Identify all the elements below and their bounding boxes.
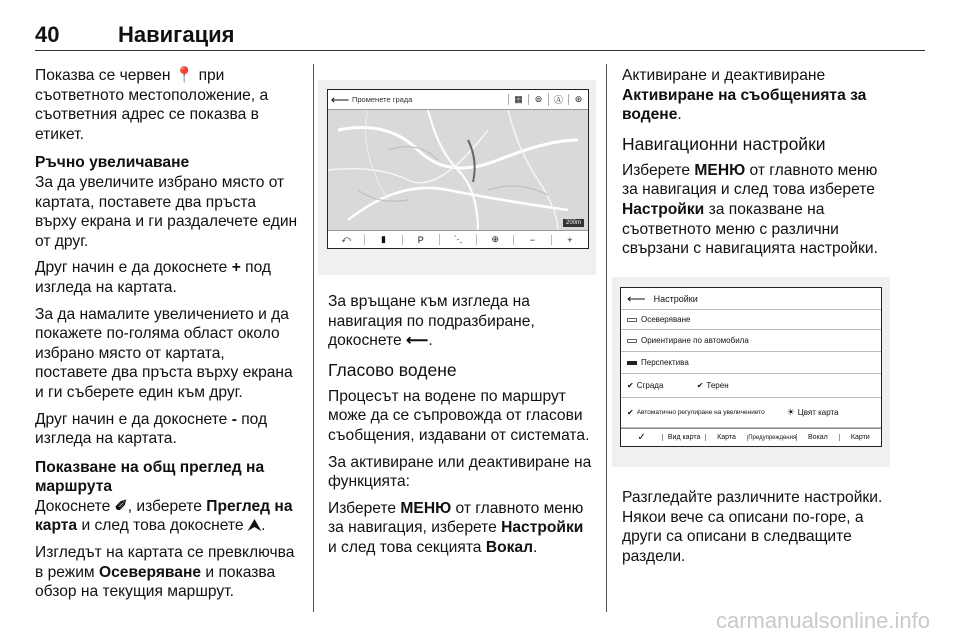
paragraph-overview-2: Изгледът на картата се превключва в режим Осеверяване и показва обзор на текущия маршрут. bbox=[35, 544, 295, 601]
map-a-icon[interactable]: Ⓐ bbox=[548, 93, 568, 106]
center-icon[interactable]: ⊕ bbox=[476, 234, 513, 245]
settings-screenshot bbox=[612, 277, 890, 467]
header-rule bbox=[35, 50, 925, 51]
column-1 bbox=[35, 66, 301, 609]
setting-north-up[interactable]: Осеверяване bbox=[621, 310, 881, 330]
navigation-arrow-icon: ⮝ bbox=[247, 517, 262, 535]
checkmark-icon: ✔ bbox=[627, 408, 634, 417]
column-divider-2 bbox=[606, 64, 607, 612]
section-title: Навигация bbox=[118, 22, 235, 47]
column-2 bbox=[328, 292, 596, 565]
map-screenshot bbox=[318, 80, 596, 275]
checkmark-icon: ✔ bbox=[627, 381, 634, 390]
back-arrow-icon[interactable]: ⟵ bbox=[330, 91, 350, 107]
paragraph-settings-1: Изберете МЕНЮ от главното меню за навигация и след това изберете Настройки за показване на съответното меню с различни свързани с навигацията настройки. bbox=[622, 161, 878, 258]
map-car-icon[interactable]: ⊜ bbox=[528, 94, 548, 105]
tab-map-view[interactable]: Вид карта bbox=[662, 434, 704, 441]
checkmark-icon: ✔ bbox=[696, 381, 704, 390]
tab-maps[interactable]: Карти bbox=[839, 434, 881, 441]
setting-autozoom-colour[interactable]: ✔ Автоматично регулиране на увеличението ☀ Цвят карта bbox=[621, 398, 881, 428]
tab-map[interactable]: Карта bbox=[705, 434, 747, 441]
paragraph-voice-1: Процесът на водене по маршрут може да се съпровожда от гласови съобщения, издавани от системата. bbox=[328, 387, 590, 444]
location-pin-icon: 📍 bbox=[174, 67, 195, 84]
paragraph-toggle: Активиране и деактивиране Активиране на съобщенията за водене. bbox=[622, 67, 867, 124]
route-icon[interactable]: ⤺ bbox=[341, 234, 351, 244]
map-settings-icon[interactable]: ⊛ bbox=[568, 94, 588, 105]
back-arrow-icon: ⟵ bbox=[405, 332, 429, 350]
heading-manual-zoom: Ръчно увеличаване bbox=[35, 154, 190, 172]
heading-route-overview: Показване на общ преглед на маршрута bbox=[35, 458, 265, 496]
column-3-bottom bbox=[622, 488, 888, 573]
column-3 bbox=[622, 66, 888, 266]
column-divider-1 bbox=[313, 64, 314, 612]
toggle-icon bbox=[627, 318, 637, 322]
map-title: Променете града bbox=[352, 95, 413, 104]
watermark-logo: carmanualsonline.info bbox=[715, 608, 930, 633]
paragraph-return: За връщане към изгледа на навигация по подразбиране, докоснете ⟵. bbox=[328, 293, 535, 350]
tab-voice[interactable]: Вокал bbox=[796, 434, 838, 441]
fuel-icon[interactable]: ▮ bbox=[364, 234, 401, 245]
toggle-on-icon bbox=[627, 361, 637, 365]
back-arrow-icon[interactable]: ⟵ bbox=[627, 290, 646, 306]
paragraph-zoom-minus: Друг начин е да докоснете - под изгледа на картата. bbox=[35, 410, 268, 448]
parking-icon[interactable]: P bbox=[402, 235, 439, 245]
paragraph-zoom-out: За да намалите увеличението и да покажете по-голяма област около избрано място от картата, поставете два пръста върху екрана и ги съберете един към друг. bbox=[35, 305, 293, 401]
paragraph-voice-3: Изберете МЕНЮ от главното меню за навигация, изберете Настройки и след това секцията Вокал. bbox=[328, 499, 584, 556]
page-number: 40 bbox=[35, 22, 60, 47]
map-scale: 200m bbox=[563, 219, 584, 227]
settings-title-bar bbox=[621, 288, 881, 310]
settings-tab-bar bbox=[621, 428, 881, 446]
plus-symbol: + bbox=[231, 259, 241, 277]
paragraph-settings-2: Разгледайте различните настройки. Някои вече са описани по-горе, а други са описани в следващите раздели. bbox=[622, 489, 883, 565]
poi-icon[interactable]: ⋱ bbox=[439, 234, 476, 245]
setting-perspective[interactable]: Перспектива bbox=[621, 352, 881, 374]
setting-heading-up[interactable]: Ориентиране по автомобила bbox=[621, 330, 881, 352]
heading-nav-settings: Навигационни настройки bbox=[622, 133, 826, 154]
minus-symbol: - bbox=[231, 410, 237, 428]
setting-buildings-terrain[interactable]: ✔ Сграда ✔ Терен bbox=[621, 374, 881, 398]
toggle-icon bbox=[627, 339, 637, 343]
sun-icon: ☀ bbox=[786, 407, 795, 417]
map-bottom-bar bbox=[328, 230, 588, 248]
zoom-out-button[interactable]: − bbox=[513, 235, 550, 245]
map-screen bbox=[327, 89, 589, 249]
heading-voice-guidance: Гласово водене bbox=[328, 359, 457, 380]
confirm-check-icon[interactable]: ✓ bbox=[637, 432, 646, 443]
map-view[interactable] bbox=[328, 110, 588, 232]
paragraph-zoom-plus: Друг начин е да докоснете + под изгледа на картата. bbox=[35, 259, 272, 296]
settings-screen bbox=[620, 287, 882, 447]
map-roads-graphic bbox=[328, 110, 588, 232]
paragraph-marker: Показва се червен 📍 при съответното местоположение, а съответния адрес се показва в етикет. bbox=[35, 67, 269, 143]
map-top-bar bbox=[328, 90, 588, 110]
zoom-in-button[interactable]: + bbox=[551, 235, 588, 245]
settings-title: Настройки bbox=[653, 293, 698, 304]
map-grid-icon[interactable]: ▦ bbox=[508, 94, 528, 105]
pencil-icon: ✐ bbox=[114, 497, 128, 515]
paragraph-voice-2: За активиране или деактивиране на функцията: bbox=[328, 453, 592, 491]
paragraph-zoom-in: За да увеличите избрано място от картата, поставете два пръста върху екрана и ги раздалечете един от друг. bbox=[35, 173, 298, 250]
tab-warnings[interactable]: Предупреждения bbox=[748, 434, 797, 441]
paragraph-overview-1: Докоснете ✐, изберете Преглед на карта и след това докоснете ⮝. bbox=[35, 497, 293, 535]
